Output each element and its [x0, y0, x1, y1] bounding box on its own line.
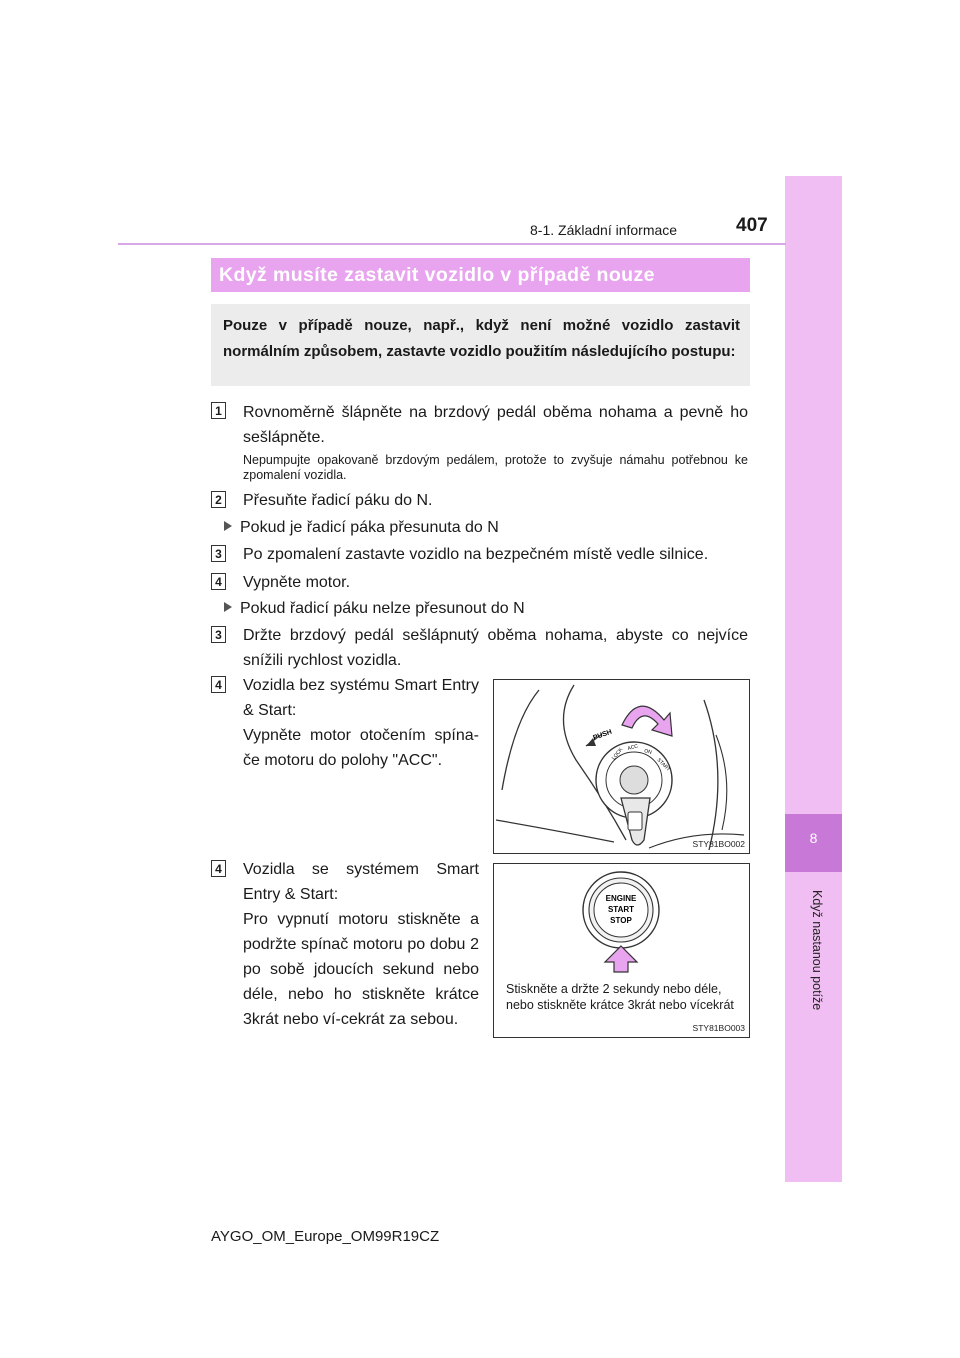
chapter-number: 8: [809, 830, 818, 846]
figure-caption: Stiskněte a držte 2 sekundy nebo déle, nebo stiskněte krátce 3krát nebo vícekrát: [506, 982, 734, 1012]
rotate-arrow-icon: [622, 706, 672, 736]
condition-text: Pokud je řadicí páka přesunuta do N: [240, 519, 499, 536]
step-note: Nepumpujte opakovaně brzdovým pedálem, protože to zvyšuje námahu potřebnou ke zpomalení vozidla.: [243, 453, 748, 482]
engine-button-figure: [493, 863, 750, 1038]
figure-code: STY81BO003: [692, 1023, 745, 1033]
intro-text: Pouze v případě nouze, např., když není možné vozidlo zastavit normálním způsobem, zastavte vozidlo použitím následujícího postupu:: [211, 304, 750, 386]
step-number: 4: [211, 676, 226, 693]
step-text: Držte brzdový pedál sešlápnutý oběma nohama, abyste co nejvíce snížili rychlost vozidla.: [243, 627, 748, 669]
step-text: Rovnoměrně šlápněte na brzdový pedál oběma nohama a pevně ho sešlápněte.: [243, 404, 748, 446]
chapter-title: Když nastanou potíže: [810, 890, 824, 1011]
header-divider: [118, 243, 786, 245]
section-reference: 8-1. Základní informace: [530, 222, 678, 238]
step-number: 3: [211, 545, 226, 562]
document-code: AYGO_OM_Europe_OM99R19CZ: [211, 1228, 440, 1245]
step-number: 2: [211, 491, 226, 508]
page-number: 407: [736, 215, 768, 236]
button-line-start: START: [607, 905, 635, 914]
on-label: ON: [643, 748, 653, 756]
step-text: Přesuňte řadicí páku do N.: [243, 492, 433, 509]
button-line-engine: ENGINE: [605, 894, 637, 903]
condition-item: [224, 518, 744, 538]
press-arrow-icon: [605, 946, 637, 972]
condition-item: [224, 599, 744, 619]
lock-label: LOCK: [610, 746, 625, 762]
step-number: 4: [211, 860, 226, 877]
step-text: Po zpomalení zastavte vozidlo na bezpečném místě vedle silnice.: [243, 546, 709, 563]
start-label: START: [655, 757, 672, 773]
ignition-key-illustration: [494, 680, 749, 853]
section-title: Když musíte zastavit vozidlo v případě nouze: [211, 258, 750, 292]
condition-text: Pokud řadicí páku nelze přesunout do N: [240, 600, 525, 617]
step-number: 3: [211, 626, 226, 643]
step-text: Vozidla bez systému Smart Entry & Start: Vypněte motor otočením spína-če motoru do polohy "ACC".: [243, 677, 479, 769]
step-number: 1: [211, 402, 226, 419]
triangle-bullet-icon: [224, 602, 232, 612]
ignition-key-figure: [493, 679, 750, 854]
engine-button-illustration: [494, 864, 749, 974]
acc-label: ACC: [626, 743, 639, 752]
push-label: PUSH: [592, 728, 613, 742]
step-text: Vozidla se systémem Smart Entry & Start: Pro vypnutí motoru stiskněte a podržte spínač motoru po dobu 2 po sobě jdoucích sekund nebo déle, nebo ho stiskněte krátce 3krát nebo ví-cekrát za sebou.: [243, 861, 479, 1028]
step-text: Vypněte motor.: [243, 574, 351, 591]
triangle-bullet-icon: [224, 521, 232, 531]
step-number: 4: [211, 573, 226, 590]
figure-code: STY81BO002: [692, 839, 745, 849]
button-line-stop: STOP: [610, 916, 632, 925]
